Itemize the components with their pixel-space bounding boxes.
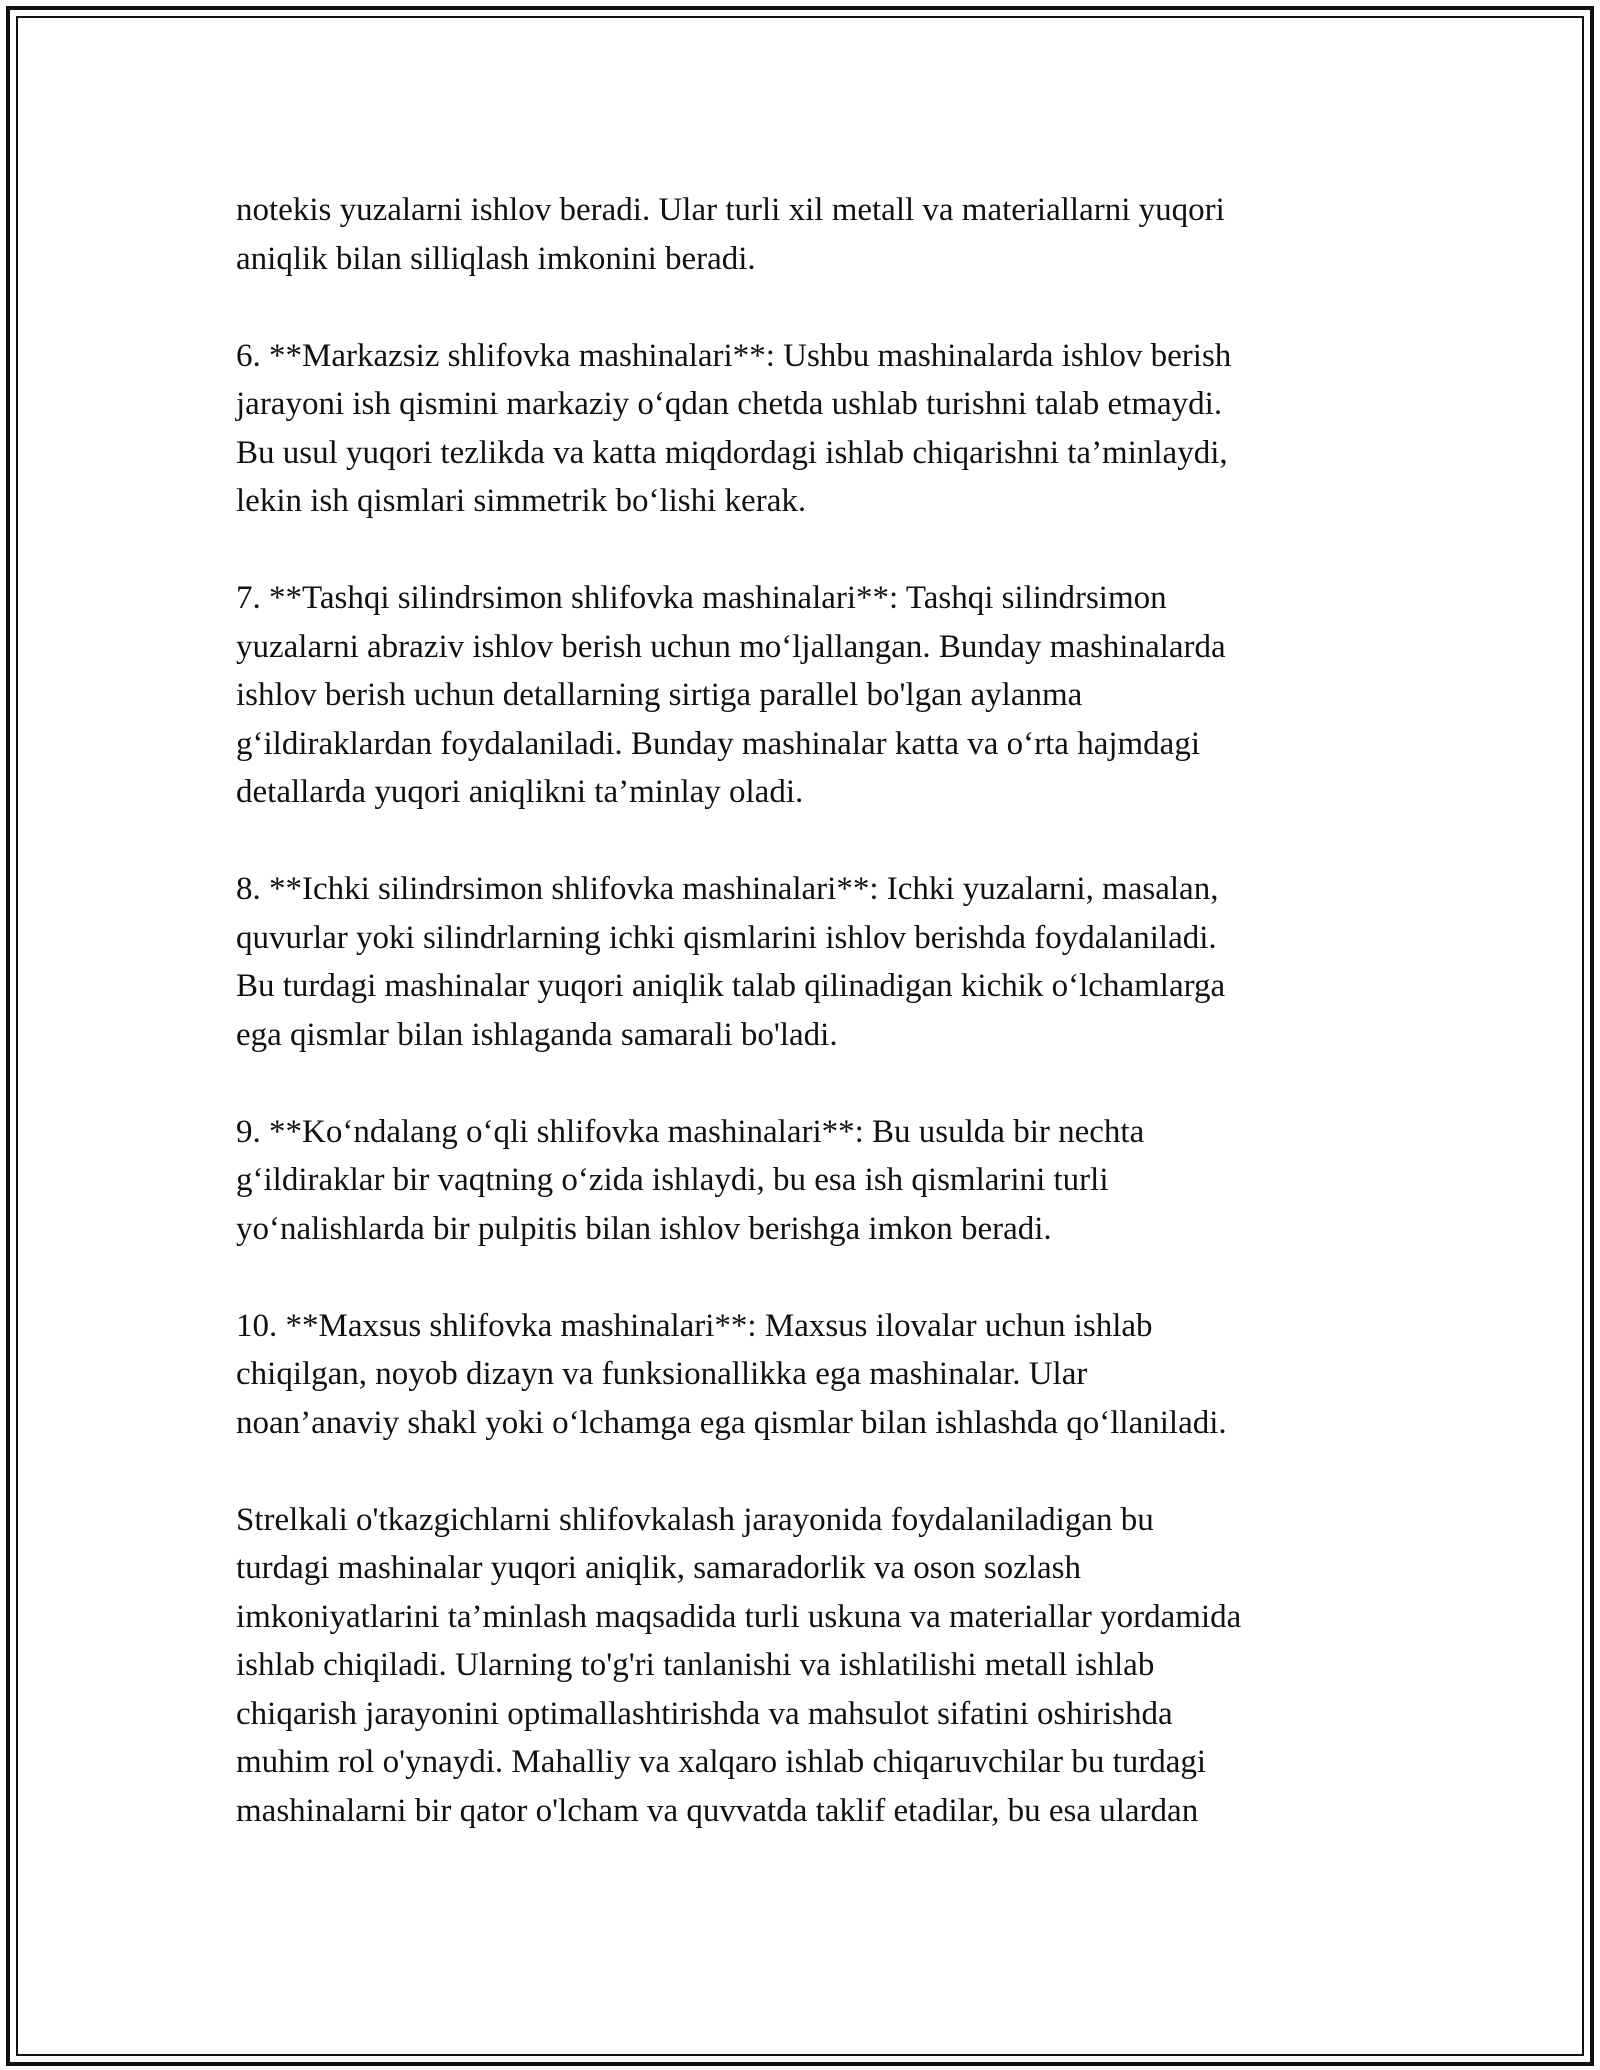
paragraph-item-6: 6. **Markazsiz shlifovka mashinalari**: Ushbu mashinalarda ishlov berish jarayoni ish qismini markaziy o‘qdan chetda ushlab turishni talab etmaydi. Bu usul yuqori tezlikda va katta miqdordagi ishlab chiqarishni ta’minlaydi, lekin ish qismlari simmetrik bo‘lishi kerak.	[236, 337, 1232, 519]
paragraph-item-10: 10. **Maxsus shlifovka mashinalari**: Maxsus ilovalar uchun ishlab chiqilgan, noyob dizayn va funksionallikka ega mashinalar. Ular noan’anaviy shakl yoki o‘lchamga ega qismlar bilan ishlashda qo‘llaniladi.	[236, 1307, 1227, 1441]
paragraph-intro-continuation: notekis yuzalarni ishlov beradi. Ular turli xil metall va materiallarni yuqori aniqlik bilan silliqlash imkonini beradi.	[236, 192, 1225, 277]
document-body	[236, 186, 1386, 1884]
paragraph-conclusion: Strelkali o'tkazgichlarni shlifovkalash jarayonida foydalaniladigan bu turdagi mashinalar yuqori aniqlik, samaradorlik va oson sozlash imkoniyatlarini ta’minlash maqsadida turli uskuna va materiallar yordamida ishlab chiqiladi. Ularning to'g'ri tanlanishi va ishlatilishi metall ishlab chiqarish jarayonini optimallashtirishda va mahsulot sifatini oshirishda muhim rol o'ynaydi. Mahalliy va xalqaro ishlab chiqaruvchilar bu turdagi mashinalarni bir qator o'lcham va quvvatda taklif etadilar, bu esa ulardan	[236, 1501, 1242, 1829]
paragraph-item-8: 8. **Ichki silindrsimon shlifovka mashinalari**: Ichki yuzalarni, masalan, quvurlar yoki silindrlarning ichki qismlarini ishlov berishda foydalaniladi. Bu turdagi mashinalar yuqori aniqlik talab qilinadigan kichik o‘lchamlarga ega qismlar bilan ishlaganda samarali bo'ladi.	[236, 871, 1226, 1053]
paragraph-item-7: 7. **Tashqi silindrsimon shlifovka mashinalari**: Tashqi silindrsimon yuzalarni abraziv ishlov berish uchun mo‘ljallangan. Bunday mashinalarda ishlov berish uchun detallarning sirtiga parallel bo'lgan aylanma g‘ildiraklardan foydalaniladi. Bunday mashinalar katta va o‘rta hajmdagi detallarda yuqori aniqlikni ta’minlay oladi.	[236, 580, 1226, 810]
paragraph-item-9: 9. **Ko‘ndalang o‘qli shlifovka mashinalari**: Bu usulda bir nechta g‘ildiraklar bir vaqtning o‘zida ishlaydi, bu esa ish qismlarini turli yo‘nalishlarda bir pulpitis bilan ishlov berishga imkon beradi.	[236, 1113, 1145, 1247]
